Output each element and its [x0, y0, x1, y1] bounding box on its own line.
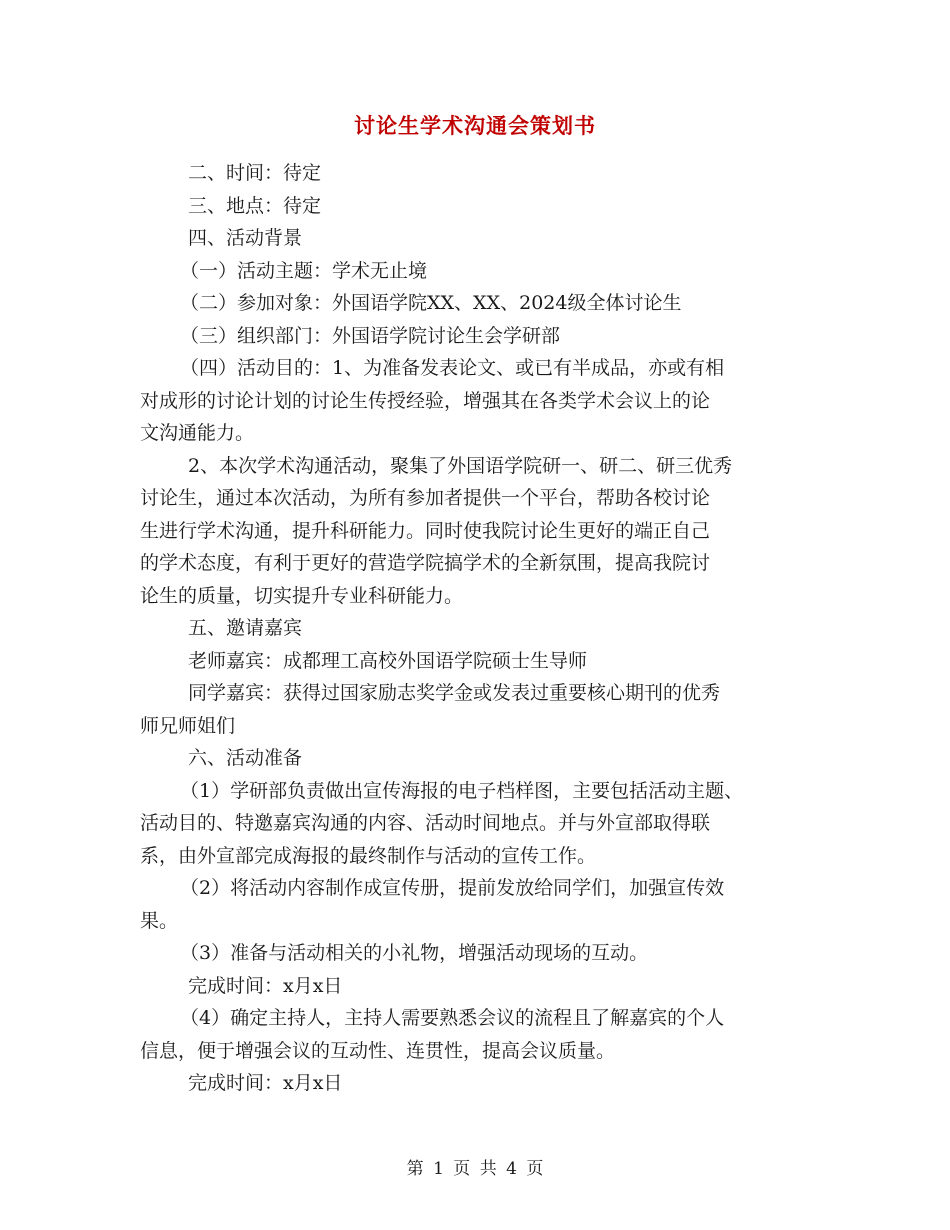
text-line: 生进行学术沟通，提升科研能力。同时使我院讨论生更好的端正自己 [140, 519, 711, 542]
text-line: 完成时间：x月x日 [188, 1072, 343, 1094]
text-line: （3）准备与活动相关的小礼物，增强活动现场的互动。 [180, 942, 649, 964]
text-line: 系，由外宣部完成海报的最终制作与活动的宣传工作。 [140, 844, 597, 867]
text-line: （三）组织部门：外国语学院讨论生会学研部 [180, 324, 561, 347]
text-line: 果。 [140, 909, 179, 932]
document-title: 讨论生学术沟通会策划书 [354, 113, 596, 138]
text-line: （一）活动主题：学术无止境 [180, 259, 428, 282]
text-line: 文沟通能力。 [140, 422, 255, 444]
text-line: 讨论生，通过本次活动，为所有参加者提供一个平台，帮助各校讨论 [140, 487, 711, 509]
text-line: 四、活动背景 [188, 227, 303, 249]
text-line: （4）确定主持人，主持人需要熟悉会议的流程且了解嘉宾的个人 [180, 1007, 725, 1029]
text-line: （1）学研部负责做出宣传海报的电子档样图，主要包括活动主题、 [180, 779, 744, 802]
page-indicator: 第 1 页 共 4 页 [406, 1159, 544, 1179]
text-line: 2、本次学术沟通活动，聚集了外国语学院研一、研二、研三优秀 [188, 454, 733, 477]
document-body [140, 157, 810, 1100]
text-line: 完成时间：x月x日 [188, 974, 343, 997]
text-line: （2）将活动内容制作成宣传册，提前发放给同学们，加强宣传效 [180, 877, 725, 899]
text-line: （四）活动目的：1、为准备发表论文、或已有半成品，亦或有相 [180, 357, 725, 379]
text-line: 二、时间：待定 [188, 162, 322, 184]
text-line: 六、活动准备 [188, 747, 303, 769]
text-line: 同学嘉宾：获得过国家励志奖学金或发表过重要核心期刊的优秀 [188, 682, 721, 704]
text-line: 论生的质量，切实提升专业科研能力。 [140, 584, 464, 607]
text-line: 老师嘉宾：成都理工高校外国语学院硕士生导师 [188, 649, 588, 672]
text-line: 三、地点：待定 [188, 194, 322, 217]
text-line: （二）参加对象：外国语学院XX、XX、2024级全体讨论生 [180, 292, 682, 314]
text-line: 五、邀请嘉宾 [188, 617, 303, 639]
text-line: 对成形的讨论计划的讨论生传授经验，增强其在各类学术会议上的论 [140, 389, 711, 412]
text-line: 活动目的、特邀嘉宾沟通的内容、活动时间地点。并与外宣部取得联 [140, 812, 711, 834]
text-line: 的学术态度，有利于更好的营造学院搞学术的全新氛围，提高我院讨 [140, 552, 711, 574]
text-line: 师兄师姐们 [140, 714, 236, 737]
text-line: 信息，便于增强会议的互动性、连贯性，提高会议质量。 [140, 1039, 616, 1062]
